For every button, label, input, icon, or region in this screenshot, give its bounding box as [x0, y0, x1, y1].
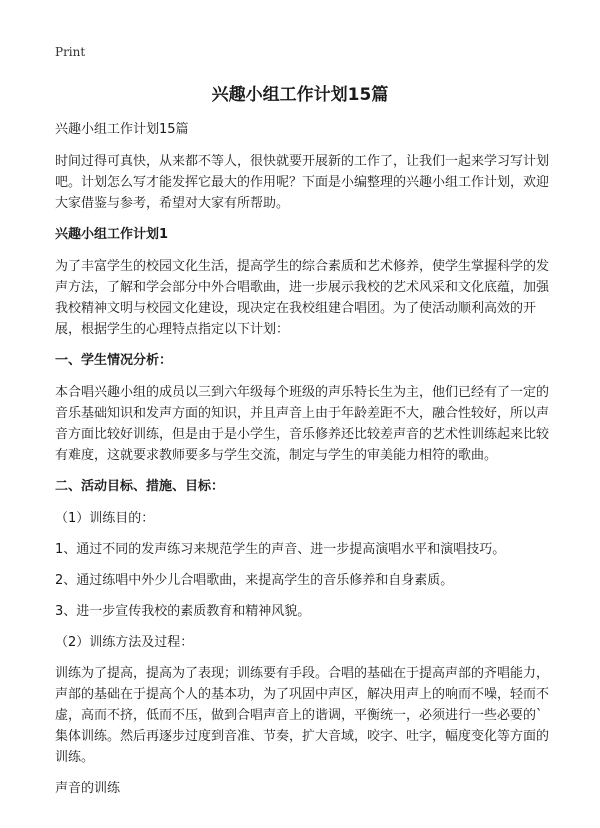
- plan-1-paragraph: 为了丰富学生的校园文化生活，提高学生的综合素质和艺术修养，使学生掌握科学的发声方法，了解和学会部分中外合唱歌曲，进一步展示我校的艺术风采和文化底蕴，加强我校精神文明与校园文化建设，现决定在我校组建合唱团。为了使活动顺利高效的开展，根据学生的心理特点指定以下计划：: [55, 259, 550, 337]
- page-title: 兴趣小组工作计划15篇: [211, 85, 389, 105]
- print-link[interactable]: Print: [55, 45, 86, 59]
- section-heading-plan-1: 兴趣小组工作计划1: [55, 227, 169, 242]
- training-method-paragraph: 训练为了提高，提高为了表现；训练要有手段。合唱的基础在于提高声部的齐唱能力，声部的基础在于提高个人的基本功，为了巩固中声区，解决用声上的响而不噪，轻而不虚，高而不挤，低而不压，做到合唱声音上的谐调，平衡统一，必须进行一些必要的`集体训练。然后再逐步过度到音准、节奏，扩大音域，咬字、吐字，幅度变化等方面的训练。: [55, 666, 550, 765]
- article-subtitle: 兴趣小组工作计划15篇: [55, 122, 189, 137]
- sub-heading-training-purpose: （1）训练目的：: [55, 511, 155, 526]
- heading-goals-measures: 二、活动目标、措施、目标：: [55, 479, 225, 494]
- voice-training-label: 声音的训练: [55, 781, 121, 796]
- student-analysis-paragraph: 本合唱兴趣小组的成员以三到六年级每个班级的声乐特长生为主，他们已经有了一定的音乐基础知识和发声方面的知识，并且声音上由于年龄差距不大，融合性较好，所以声音方面比较好训练，但是由于是小学生，音乐修养还比较差声音的艺术性训练起来比较有难度，这就要求教师要多与学生交流，制定与学生的审美能力相符的歌曲。: [55, 385, 550, 463]
- list-item: 1、通过不同的发声练习来规范学生的声音、进一步提高演唱水平和演唱技巧。: [55, 542, 506, 557]
- heading-student-analysis: 一、学生情况分析：: [55, 353, 173, 368]
- sub-heading-training-method: （2）训练方法及过程：: [55, 635, 194, 650]
- list-item: 3、进一步宣传我校的素质教育和精神风貌。: [55, 604, 311, 619]
- article-body: [55, 119, 550, 809]
- list-item: 2、通过练唱中外少儿合唱歌曲，来提高学生的音乐修养和自身素质。: [55, 573, 454, 588]
- intro-paragraph: 时间过得可真快，从来都不等人，很快就要开展新的工作了，让我们一起来学习写计划吧。计划怎么写才能发挥它最大的作用呢？下面是小编整理的兴趣小组工作计划，欢迎大家借鉴与参考，希望对大家有所帮助。: [55, 154, 550, 211]
